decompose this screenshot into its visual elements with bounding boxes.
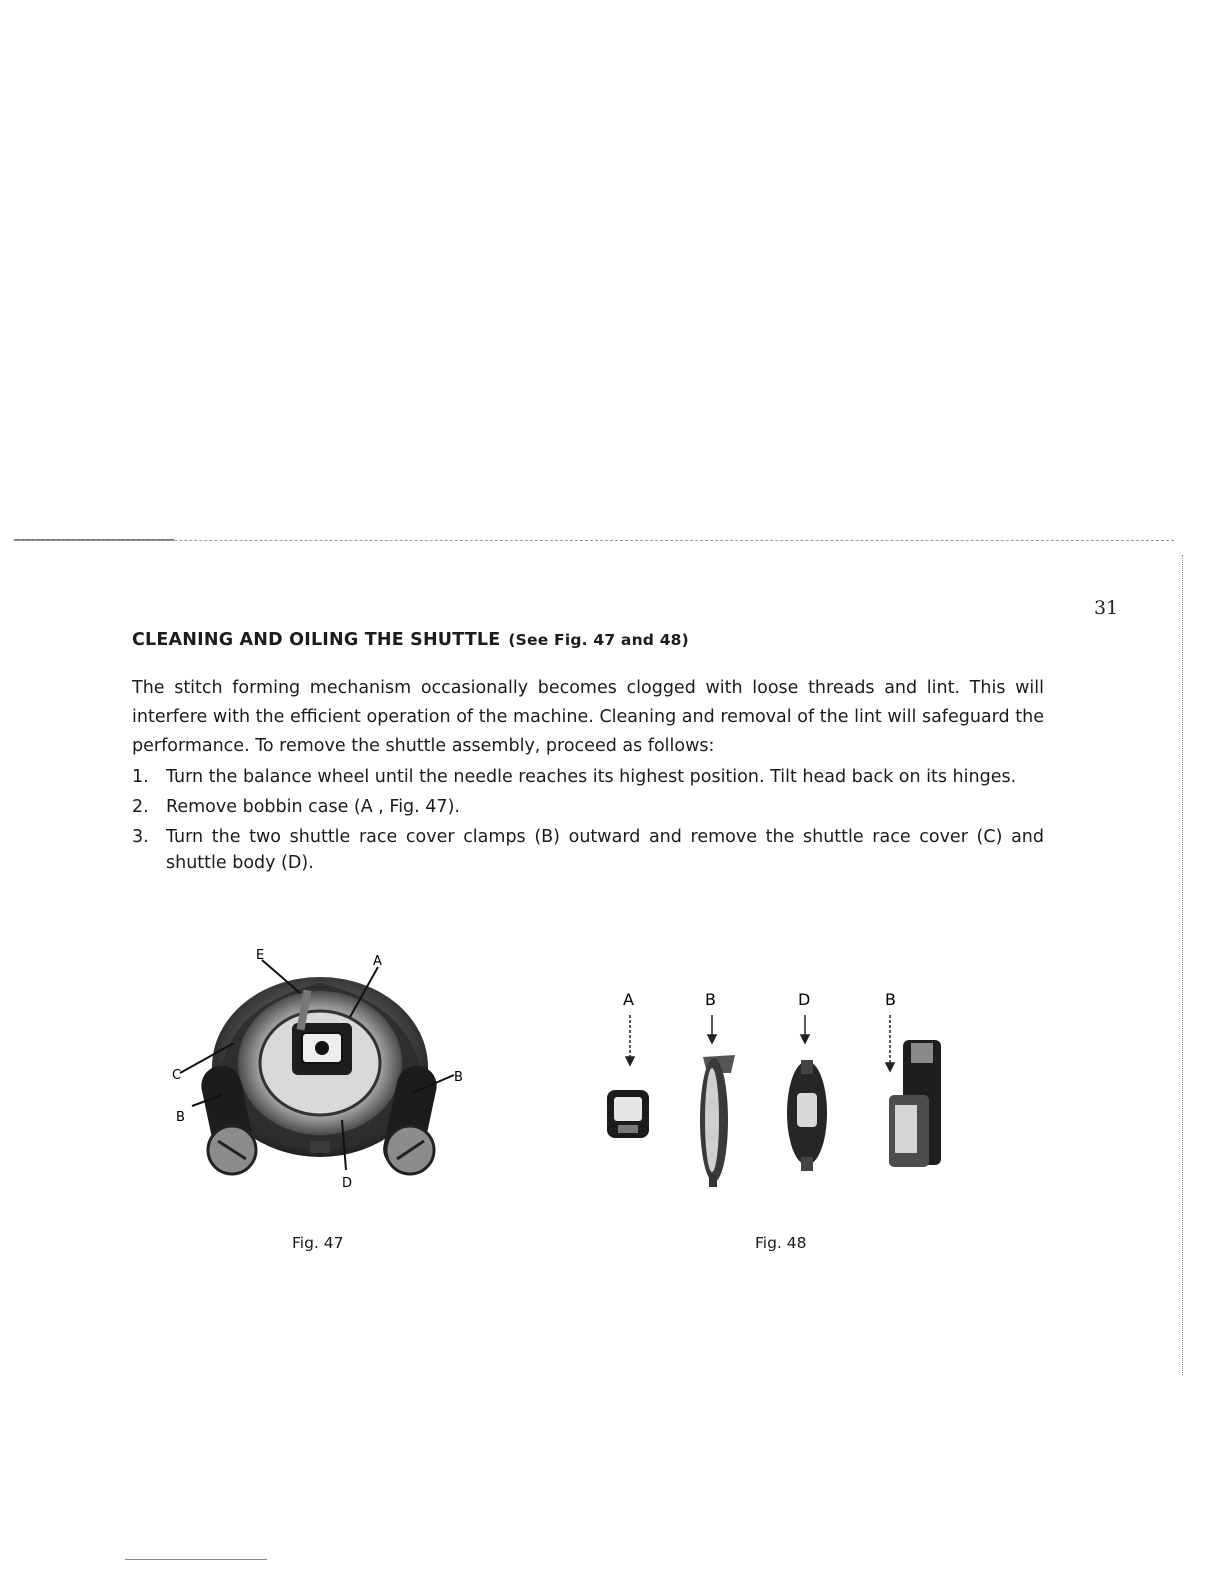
label-d: D [342,1176,353,1191]
section-figure-reference: (See Fig. 47 and 48) [508,631,689,649]
list-item [132,794,1044,820]
page-number: 31 [1094,597,1119,619]
label-b-second: B [885,990,896,1009]
label-d: D [798,990,811,1009]
step-text: Turn the balance wheel until the needle reaches its highest position. Tilt head back on its hinges. [166,767,1017,787]
list-item [132,824,1044,876]
section-title: CLEANING AND OILING THE SHUTTLE [132,630,501,650]
shuttle-body-part [787,1060,827,1171]
steps-list [132,764,1044,880]
top-divider [14,540,1174,541]
label-b-right: B [454,1070,463,1085]
race-cover-part [700,1055,735,1187]
figure-48 [585,985,970,1195]
label-e: E [256,948,265,963]
label-c: C [172,1068,182,1083]
shuttle-parts-illustration [585,985,970,1195]
step-number: 1. [132,767,149,787]
cover-assembly-part [889,1040,941,1167]
label-a: A [623,990,634,1009]
footer-rule [125,1559,267,1560]
section-heading [132,630,689,650]
figure-48-caption: Fig. 48 [755,1234,807,1252]
step-text: Remove bobbin case (A , Fig. 47). [166,797,460,817]
shuttle-assembly-illustration [160,945,480,1195]
label-a: A [373,954,382,969]
step-text: Turn the two shuttle race cover clamps (B) outward and remove the shuttle race cover (C) and shuttle body (D). [166,827,1044,873]
list-item [132,764,1044,790]
step-number: 2. [132,797,149,817]
step-number: 3. [132,827,149,847]
figure-47-caption: Fig. 47 [292,1234,344,1252]
figure-47 [160,945,480,1195]
label-b-left: B [176,1110,185,1125]
label-b-first: B [705,990,716,1009]
bobbin-case-part [607,1090,649,1138]
intro-paragraph: The stitch forming mechanism occasionally becomes clogged with loose threads and lint. This will interfere with the efficient operation of the machine. Cleaning and removal of the lint will safeguard the performance. To remove the shuttle assembly, proceed as follows: [132,678,1044,756]
page-edge [1182,555,1183,1375]
